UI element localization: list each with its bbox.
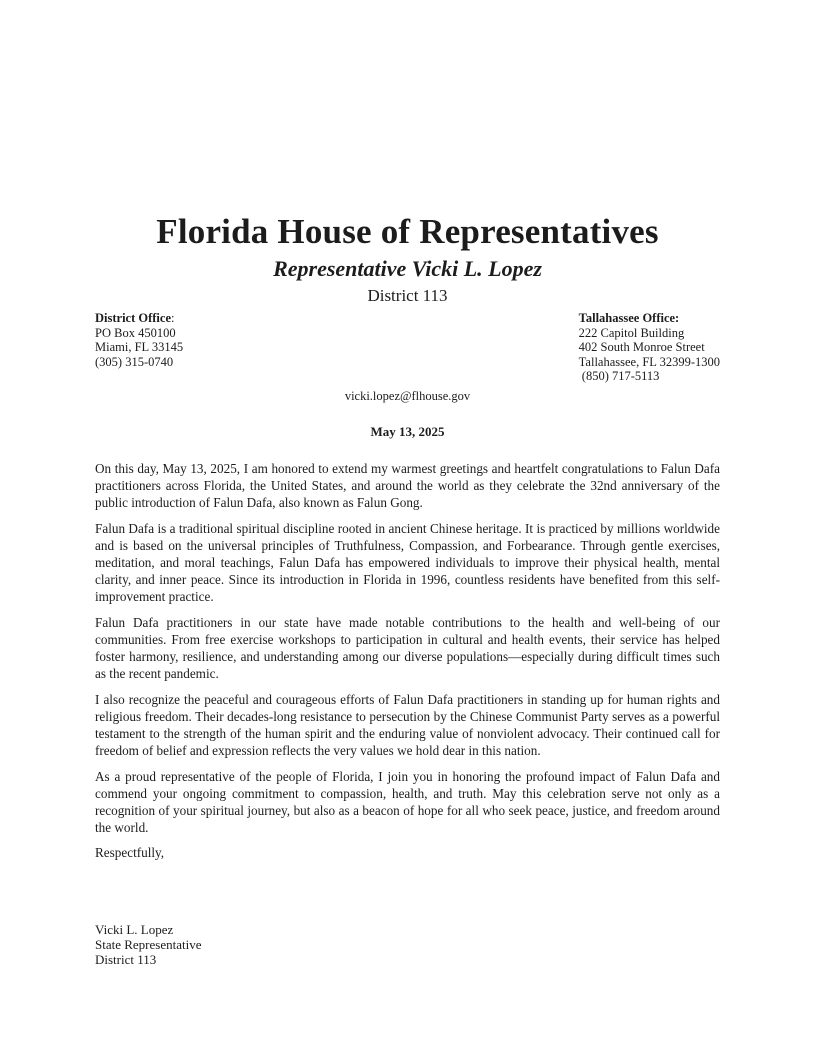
letter-body — [95, 460, 720, 861]
district-office-label-text: District Office — [95, 311, 172, 326]
office-addresses — [95, 311, 720, 384]
letterhead-district: District 113 — [367, 286, 448, 306]
tallahassee-office-address-line: 222 Capitol Building — [578, 325, 685, 340]
letter-date: May 13, 2025 — [370, 424, 445, 440]
tallahassee-office-address-line: 402 South Monroe Street — [578, 340, 705, 355]
letter-paragraph: Falun Dafa is a traditional spiritual discipline rooted in ancient Chinese heritage. It is practiced by millions worldwide and is based on the universal principles of Truthfulness, Compassion, and Forbearance. Through gentle exercises, meditation, and moral teachings, Falun Dafa has empowered individuals to improve their physical health, mental clarity, and inner peace. Since its introduction in Florida in 1996, countless residents have benefited from this self-improvement practice. — [95, 520, 720, 605]
letterhead — [95, 0, 720, 306]
district-office-address-line: Miami, FL 33145 — [95, 340, 184, 355]
district-office-phone: (305) 315-0740 — [95, 354, 174, 369]
signature-name: Vicki L. Lopez — [95, 921, 174, 937]
signature-title: State Representative — [95, 936, 202, 952]
letterhead-representative-name: Representative Vicki L. Lopez — [273, 256, 542, 282]
email-address: vicki.lopez@flhouse.gov — [344, 389, 471, 404]
tallahassee-office-label: Tallahassee Office: — [578, 311, 680, 326]
tallahassee-office-address-line: Tallahassee, FL 32399-1300 — [578, 354, 720, 369]
letter-paragraph: As a proud representative of the people of Florida, I join you in honoring the profound impact of Falun Dafa and commend your ongoing commitment to compassion, health, and truth. May this celebration serve not only as a recognition of your spiritual journey, but also as a beacon of hope for all who seek peace, justice, and freedom around the world. — [95, 768, 720, 835]
district-office-label-colon: : — [171, 311, 175, 326]
tallahassee-office-phone: (850) 717-5113 — [578, 369, 660, 384]
district-office-block — [95, 311, 183, 369]
letter-closing: Respectfully, — [95, 845, 165, 861]
signature-block — [95, 922, 720, 967]
letter-paragraph: I also recognize the peaceful and courageous efforts of Falun Dafa practitioners in standing up for human rights and religious freedom. Their decades-long resistance to persecution by the Chinese Communist Party serves as a powerful testament to the strength of the human spirit and the enduring value of nonviolent advocacy. Their continued call for freedom of belief and expression reflects the very values we hold dear in this nation. — [95, 691, 720, 758]
letter-paragraph: On this day, May 13, 2025, I am honored to extend my warmest greetings and heartfelt congratulations to Falun Dafa practitioners across Florida, the United States, and around the world as they celebrate the 32nd anniversary of the public introduction of Falun Dafa, also known as Falun Gong. — [95, 461, 720, 511]
letter-paragraph: Falun Dafa practitioners in our state have made notable contributions to the health and well-being of our communities. From free exercise workshops to participation in cultural and health events, their service has helped foster harmony, resilience, and understanding among our diverse populations—especially during difficult times such as the recent pandemic. — [95, 614, 720, 682]
letterhead-title: Florida House of Representatives — [156, 212, 659, 251]
district-office-label — [95, 311, 183, 326]
tallahassee-office-block — [579, 311, 720, 384]
signature-district: District 113 — [95, 951, 157, 967]
district-office-address-line: PO Box 450100 — [95, 325, 176, 340]
